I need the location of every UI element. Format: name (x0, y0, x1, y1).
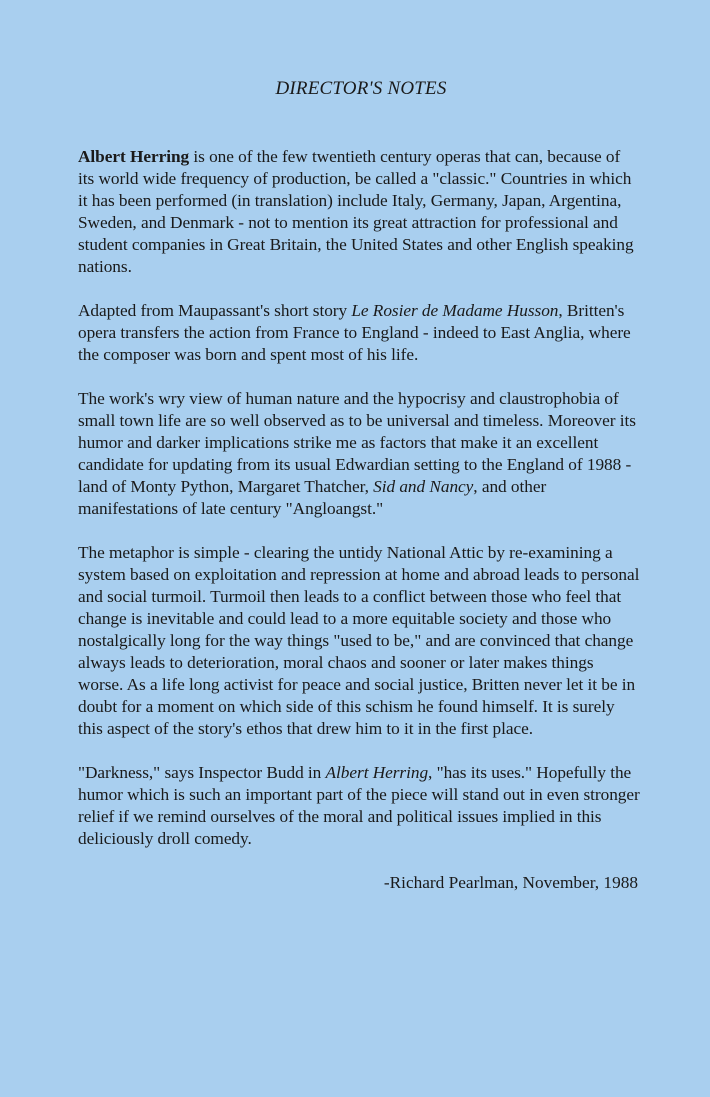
signature: -Richard Pearlman, November, 1988 (383, 873, 638, 892)
paragraph-5-text-a: "Darkness," says Inspector Budd in (78, 763, 326, 782)
paragraph-3-text-a: The work's wry view of human nature and the hypocrisy and claustrophobia of small town life are so well observed as to be universal and timeless. Moreover its humor and darker implications strike me as factors that make it an excellent candidate for updating from its usual Edwardian setting to the England of 1988 - land of Monty Python, Margaret Thatcher, (78, 389, 636, 496)
story-title-italic: Le Rosier de Madame Husson (351, 301, 559, 320)
opera-title-italic: Albert Herring (325, 763, 429, 782)
paragraph-3 (78, 388, 640, 520)
page-title: DIRECTOR'S NOTES (275, 78, 447, 99)
paragraph-2-text-b: , Britten's opera transfers the action from France to England - indeed to East Anglia, where the composer was born and spent most of his life. (78, 301, 631, 364)
paragraph-2-text-a: Adapted from Maupassant's short story (78, 301, 352, 320)
paragraph-5-text-b: , "has its uses." Hopefully the humor which is such an important part of the piece will stand out in even stronger relief if we remind ourselves of the moral and political issues implied in this deliciously droll comedy. (78, 763, 640, 848)
paragraph-3-text-b: , and other manifestations of late century "Angloangst." (78, 477, 547, 518)
paragraph-1 (78, 146, 640, 278)
paragraph-5 (78, 762, 640, 850)
paragraph-2 (78, 300, 640, 366)
paragraph-4-text: The metaphor is simple - clearing the untidy National Attic by re-examining a system based on exploitation and repression at home and abroad leads to personal and social turmoil. Turmoil then leads to a conflict between those who feel that change is inevitable and could lead to a more equitable society and those who nostalgically long for the way things "used to be," and are convinced that change always leads to deterioration, moral chaos and sooner or later makes things worse. As a life long activist for peace and social justice, Britten never let it be in doubt for a moment on which side of this schism he found himself. It is surely this aspect of the story's ethos that drew him to it in the first place. (78, 543, 640, 738)
paragraph-4 (78, 542, 640, 740)
opera-title-bold: Albert Herring (78, 147, 190, 166)
paragraph-1-text: is one of the few twentieth century operas that can, because of its world wide frequency of production, be called a "classic." Countries in which it has been performed (in translation) include Italy, Germany, Japan, Argentina, Sweden, and Denmark - not to mention its great attraction for professional and student companies in Great Britain, the United States and other English speaking nations. (78, 147, 634, 276)
film-title-italic: Sid and Nancy (373, 477, 474, 496)
